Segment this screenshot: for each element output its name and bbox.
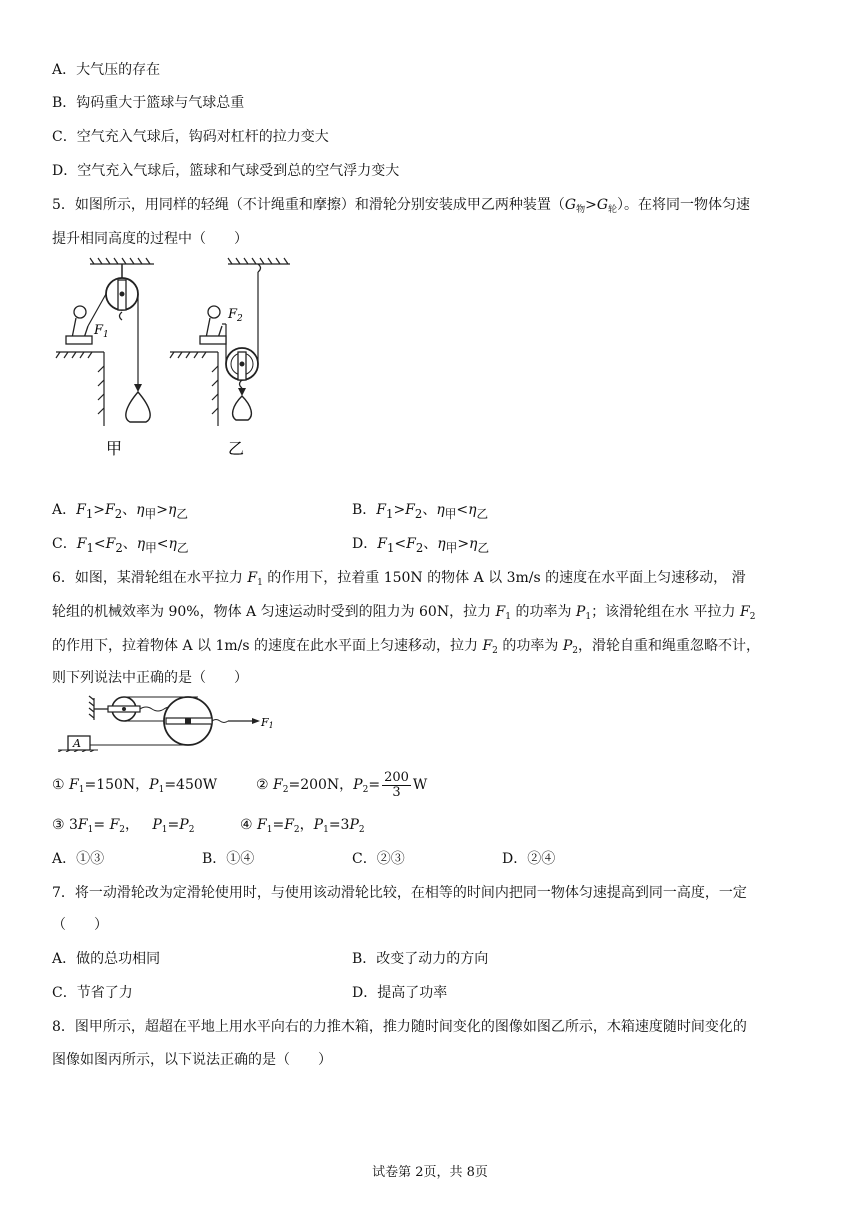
q6-statement-1: ① $F_1=150N$，$P_1=450W$ xyxy=(52,777,218,795)
q5-stem-line1: 5．如图所示，用同样的轻绳（不计绳重和摩擦）和滑轮分别安装成甲乙两种装置$(G_物>G_轮)$。在将同一物体匀速 xyxy=(52,197,751,215)
q5-option-b: B．$F_1>F_2$、$\eta_甲<\eta_乙$ xyxy=(352,502,489,521)
yi-force-label: $F_2$ xyxy=(228,307,243,324)
q6-option-a: A．①③ xyxy=(52,851,105,867)
yi-person xyxy=(200,306,226,344)
q7-option-a: A．做的总功相同 xyxy=(52,951,161,967)
q5-stem-line2: 提升相同高度的过程中（ ） xyxy=(52,231,248,247)
q6-option-b: B．①④ xyxy=(202,851,255,867)
yi-ledge xyxy=(170,352,218,426)
yi-ceiling xyxy=(228,258,290,264)
q6-fraction: $\frac{200}{3}$ xyxy=(384,769,409,800)
q7-option-c: C．节省了力 xyxy=(52,985,133,1001)
q4-option-b: B．钩码重大于篮球与气球总重 xyxy=(52,95,245,111)
q4-option-d: D．空气充入气球后，篮球和气球受到总的空气浮力变大 xyxy=(52,163,400,179)
q6-force-label: F1 xyxy=(261,716,274,730)
q5-option-d: D．$F_1<F_2$、$\eta_甲>\eta_乙$ xyxy=(352,536,490,555)
yi-load xyxy=(233,396,252,420)
page-footer: 试卷第 2页，共 8页 xyxy=(372,1165,488,1180)
q6-statement-3: ③ $3F_1= F_2$， $P_1=P_2$ xyxy=(52,817,195,835)
q5-pulley-figure xyxy=(54,256,314,466)
q8-stem-line1: 8．图甲所示，超超在平地上用水平向右的力推木箱，推力随时间变化的图像如图乙所示，木箱速度随时间变化的 xyxy=(52,1019,747,1035)
q8-stem-line2: 图像如图丙所示，以下说法正确的是（ ） xyxy=(52,1052,332,1068)
q6-option-c: C．②③ xyxy=(352,851,405,867)
q6-pulley-block-figure xyxy=(58,694,278,752)
q6-stem-line1: 6．如图，某滑轮组在水平拉力 $F_1$ 的作用下，拉着重 150N 的物体 A 以 3m/s 的速度在水平面上匀速移动， 滑 xyxy=(52,570,746,588)
q5-option-a: A．$F_1>F_2$、$\eta_甲>\eta_乙$ xyxy=(52,502,188,521)
svg-text:A: A xyxy=(73,737,81,750)
q7-option-d: D．提高了功率 xyxy=(352,985,448,1001)
label-jia: 甲 xyxy=(106,439,123,458)
q7-stem-line1: 7．将一动滑轮改为定滑轮使用时，与使用该动滑轮比较，在相等的时间内把同一物体匀速提高到同一高度，一定 xyxy=(52,885,747,901)
jia-ledge xyxy=(56,352,104,426)
q6-stem-line2: 轮组的机械效率为 90%，物体 A 匀速运动时受到的阻力为 60N，拉力 $F_1$ 的功率为 $P_1$；该滑轮组在水 平拉力 $F_2$ xyxy=(52,604,756,622)
q7-option-b: B．改变了动力的方向 xyxy=(352,951,489,967)
q4-option-c: C．空气充入气球后，钩码对杠杆的拉力变大 xyxy=(52,129,329,145)
jia-ceiling xyxy=(90,258,154,264)
label-yi: 乙 xyxy=(228,439,245,458)
q4-option-a: A．大气压的存在 xyxy=(52,62,161,78)
jia-load xyxy=(126,392,150,422)
q6-stem-line4: 则下列说法中正确的是（ ） xyxy=(52,670,248,686)
q6-statement-4: ④ $F_1=F_2$，$P_1=3P_2$ xyxy=(240,817,365,835)
q6-statement-2: ② $F_2=200N$，$P_2=$ $\frac{200}{3}$ W xyxy=(256,769,428,800)
q6-stem-line3: 的作用下，拉着物体 A 以 1m/s 的速度在此水平面上匀速移动，拉力 $F_2$ 的功率为 $P_2$，滑轮自重和绳重忽略不计， xyxy=(52,638,760,656)
q5-option-c: C．$F_1<F_2$、$\eta_甲<\eta_乙$ xyxy=(52,536,189,555)
q6-option-d: D．②④ xyxy=(502,851,556,867)
q7-stem-line2: （ ） xyxy=(52,917,108,933)
jia-force-label: $F_1$ xyxy=(94,323,109,340)
